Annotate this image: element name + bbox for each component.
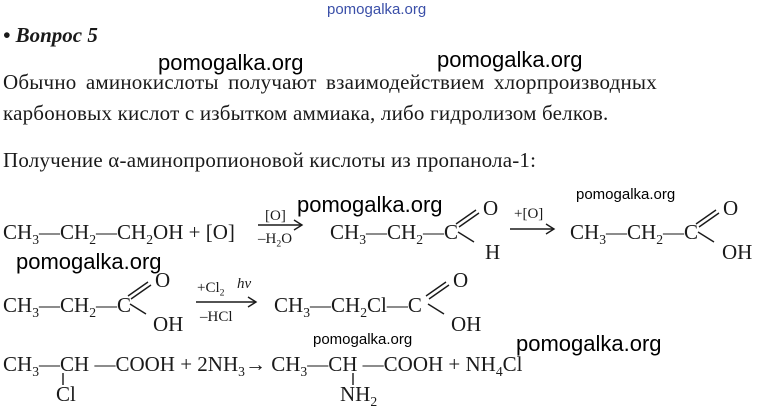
atom-oxygen: O <box>483 196 499 220</box>
watermark: pomogalka.org <box>297 192 443 217</box>
light-symbol: hν <box>237 276 252 292</box>
paragraph-line: Обычно аминокислоты получают взаимодействием хлорпроизводных <box>3 70 657 94</box>
atom-chlorine: Cl <box>56 382 76 406</box>
group-hydroxyl: OH <box>451 312 482 336</box>
arrow-label-top: [O] <box>265 208 286 224</box>
paragraph-line: карбоновых кислот с избытком аммиака, либо гидролизом белков. <box>3 101 609 125</box>
formula-chloropropanoic-acid: $CH_3—CH_2Cl—C$ <box>274 293 422 320</box>
arrow-label-top: +[O] <box>514 206 544 222</box>
arrow-label-bottom: $-H_2O$ <box>258 231 293 250</box>
formula-left-side: $CH_3—CH$ —COOH + $2NH_3\to$ $CH_3—CH$ —COOH + $NH_4Cl$ <box>3 352 523 379</box>
bond-lines <box>124 272 154 320</box>
formula-propanoic-acid: $CH_3—CH_2—C$ <box>3 293 132 320</box>
watermark: pomogalka.org <box>158 50 304 75</box>
formula-propanal: $CH_3—CH_2—C$ <box>330 220 459 247</box>
reaction-arrow <box>508 222 558 236</box>
group-hydroxyl: OH <box>153 312 184 336</box>
formula-propanoic-acid: $CH_3—CH_2—C$ <box>570 220 699 247</box>
atom-oxygen: O <box>723 196 739 220</box>
atom-hydrogen: H <box>485 240 501 264</box>
watermark: pomogalka.org <box>516 331 662 356</box>
bond-lines <box>422 272 452 320</box>
formula-propanol: $CH_3—CH_2—CH_2OH + [O]$ <box>3 220 235 247</box>
question-title: • Вопрос 5 <box>3 23 98 47</box>
atom-oxygen: O <box>155 268 171 292</box>
arrow-label-bottom: –HCl <box>200 309 233 325</box>
group-hydroxyl: OH <box>722 240 753 264</box>
watermark: pomogalka.org <box>437 47 583 72</box>
atom-oxygen: O <box>453 268 469 292</box>
watermark: pomogalka.org <box>313 331 413 348</box>
arrow-label-top: $+Cl_2$ <box>197 280 225 299</box>
watermark-top: pomogalka.org <box>327 1 427 18</box>
reaction-arrow <box>194 295 260 309</box>
group-amino: $NH_2$ <box>340 382 378 409</box>
watermark: pomogalka.org <box>576 186 676 203</box>
reaction-arrow <box>256 218 306 232</box>
watermark: pomogalka.org <box>16 249 162 274</box>
section-heading: Получение α-аминопропионовой кислоты из пропанола-1: <box>3 148 537 172</box>
bond-lines <box>452 200 482 248</box>
bond-lines <box>692 200 722 248</box>
